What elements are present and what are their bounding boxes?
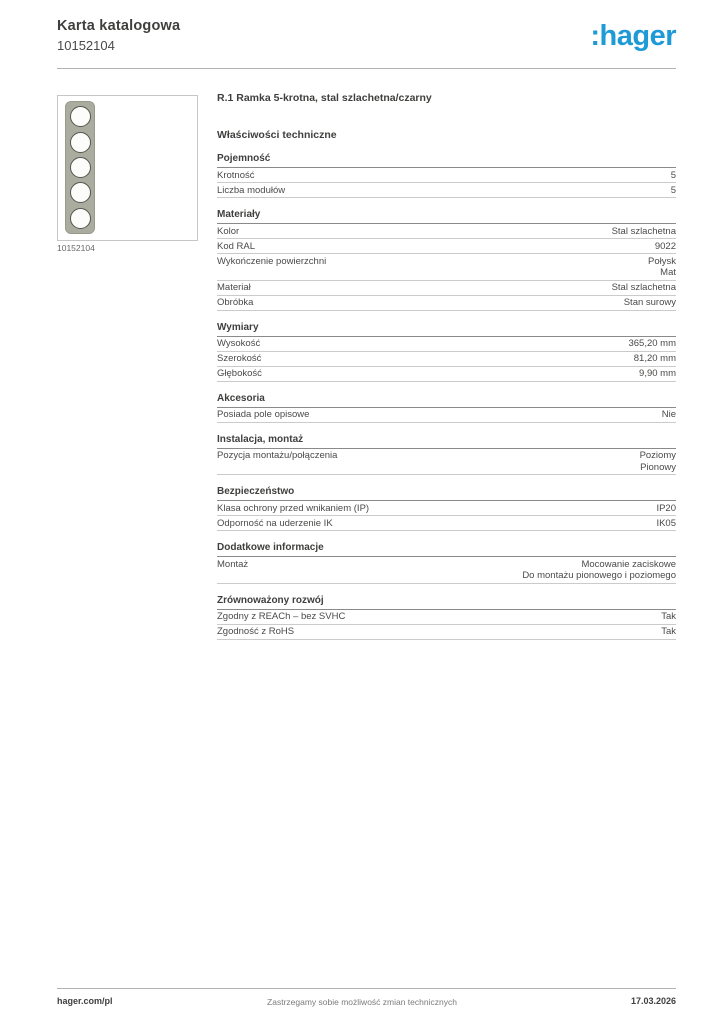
- spec-row: [217, 516, 676, 531]
- spec-value: [661, 626, 676, 638]
- spec-value-line: IK05: [656, 517, 676, 529]
- spec-value-line: Mocowanie zaciskowe: [581, 558, 676, 570]
- section-title: Akcesoria: [217, 393, 676, 408]
- spec-value: [656, 503, 676, 515]
- spec-section: [217, 595, 676, 640]
- footer-date: 17.03.2026: [630, 996, 676, 1006]
- spec-label: Krotność: [217, 169, 255, 181]
- spec-section: [217, 486, 676, 531]
- spec-section: [217, 393, 676, 423]
- spec-label: Liczba modułów: [217, 184, 286, 196]
- spec-label: Szerokość: [217, 353, 262, 364]
- frame-opening: [70, 106, 91, 127]
- spec-value: [671, 170, 676, 182]
- header-product-number: 10152104: [57, 38, 115, 53]
- spec-value: [655, 241, 676, 253]
- spec-value-line: Pionowy: [640, 461, 676, 473]
- spec-content: [217, 92, 676, 640]
- spec-row: [217, 239, 676, 254]
- section-title: Instalacja, montaż: [217, 434, 676, 449]
- product-image-caption: 10152104: [57, 243, 95, 253]
- spec-label: Odporność na uderzenie IK: [217, 517, 333, 529]
- spec-value-line: Tak: [661, 611, 676, 622]
- section-title: Materiały: [217, 209, 676, 224]
- spec-section: [217, 434, 676, 476]
- technical-properties-title: Właściwości techniczne: [217, 129, 337, 141]
- footer-divider: [57, 988, 676, 989]
- spec-label: Montaż: [217, 558, 249, 570]
- spec-label: Zgodny z REACh – bez SVHC: [217, 611, 346, 622]
- frame-opening: [70, 132, 91, 153]
- spec-label: Głębokość: [217, 368, 262, 379]
- spec-value: [662, 409, 676, 421]
- spec-row: [217, 557, 676, 584]
- spec-section: [217, 153, 676, 198]
- frame-opening: [70, 157, 91, 178]
- spec-row: [217, 408, 676, 423]
- frame-opening: [70, 182, 91, 203]
- spec-value: [612, 282, 676, 294]
- spec-value: [671, 185, 676, 197]
- spec-label: Zgodność z RoHS: [217, 626, 295, 637]
- spec-row: [217, 183, 676, 198]
- section-title: Wymiary: [217, 322, 676, 337]
- frame-graphic: [65, 101, 95, 234]
- spec-value: [612, 226, 676, 238]
- spec-label: Kod RAL: [217, 240, 256, 252]
- spec-row: [217, 625, 676, 640]
- spec-value-line: 9022: [654, 240, 676, 252]
- hager-logo: :hager: [590, 20, 676, 52]
- spec-row: [217, 367, 676, 382]
- section-title: Dodatkowe informacje: [217, 542, 676, 557]
- spec-section: [217, 542, 676, 584]
- spec-value-line: IP20: [656, 502, 676, 514]
- spec-row: [217, 254, 676, 281]
- spec-section: [217, 209, 676, 311]
- spec-value: [656, 518, 676, 530]
- spec-value-line: Nie: [661, 409, 676, 420]
- spec-row: [217, 449, 676, 476]
- spec-value: [628, 338, 676, 350]
- spec-value-line: Stal szlachetna: [611, 282, 676, 293]
- spec-value: [522, 559, 676, 582]
- spec-value-line: Stal szlachetna: [611, 225, 676, 237]
- spec-row: [217, 501, 676, 516]
- section-title: Bezpieczeństwo: [217, 486, 676, 501]
- product-title: R.1 Ramka 5-krotna, stal szlachetna/czarny: [217, 92, 432, 104]
- product-image: [57, 95, 198, 241]
- page-title: Karta katalogowa: [57, 18, 181, 34]
- spec-value-line: 9,90 mm: [639, 368, 676, 379]
- header-divider: [57, 68, 676, 69]
- spec-value: [639, 368, 676, 380]
- spec-row: [217, 168, 676, 183]
- spec-value: [661, 611, 676, 623]
- footer-website-link[interactable]: hager.com/pl: [57, 996, 113, 1006]
- spec-label: Materiał: [217, 282, 251, 293]
- spec-section: [217, 322, 676, 382]
- spec-row: [217, 224, 676, 239]
- spec-value-line: Stan surowy: [623, 297, 676, 308]
- spec-label: Klasa ochrony przed wnikaniem (IP): [217, 502, 370, 514]
- spec-value-line: Tak: [661, 626, 676, 637]
- spec-value-line: Połysk: [648, 255, 676, 267]
- spec-value: [648, 256, 676, 279]
- spec-value-line: Mat: [660, 267, 676, 278]
- frame-opening: [70, 208, 91, 229]
- spec-value: [624, 297, 676, 309]
- spec-value-line: 81,20 mm: [633, 353, 676, 364]
- footer-disclaimer: Zastrzegamy sobie możliwość zmian technicznych: [267, 996, 457, 1007]
- spec-row: [217, 337, 676, 352]
- spec-row: [217, 281, 676, 296]
- spec-label: Pozycja montażu/połączenia: [217, 450, 338, 461]
- spec-sections: [217, 153, 676, 640]
- spec-label: Kolor: [217, 225, 240, 237]
- section-title: Zrównoważony rozwój: [217, 595, 676, 610]
- spec-value-line: Do montażu pionowego i poziomego: [522, 570, 676, 581]
- spec-value: [640, 450, 676, 473]
- spec-label: Obróbka: [217, 297, 254, 308]
- spec-label: Wykończenie powierzchni: [217, 255, 327, 267]
- spec-value: [634, 353, 676, 365]
- section-title: Pojemność: [217, 153, 676, 168]
- spec-label: Wysokość: [217, 338, 261, 349]
- spec-value-line: 5: [670, 169, 676, 181]
- spec-row: [217, 610, 676, 625]
- spec-row: [217, 352, 676, 367]
- spec-row: [217, 296, 676, 311]
- spec-value-line: Poziomy: [639, 450, 676, 461]
- spec-value-line: 365,20 mm: [628, 338, 676, 349]
- spec-label: Posiada pole opisowe: [217, 409, 310, 420]
- spec-value-line: 5: [670, 184, 676, 196]
